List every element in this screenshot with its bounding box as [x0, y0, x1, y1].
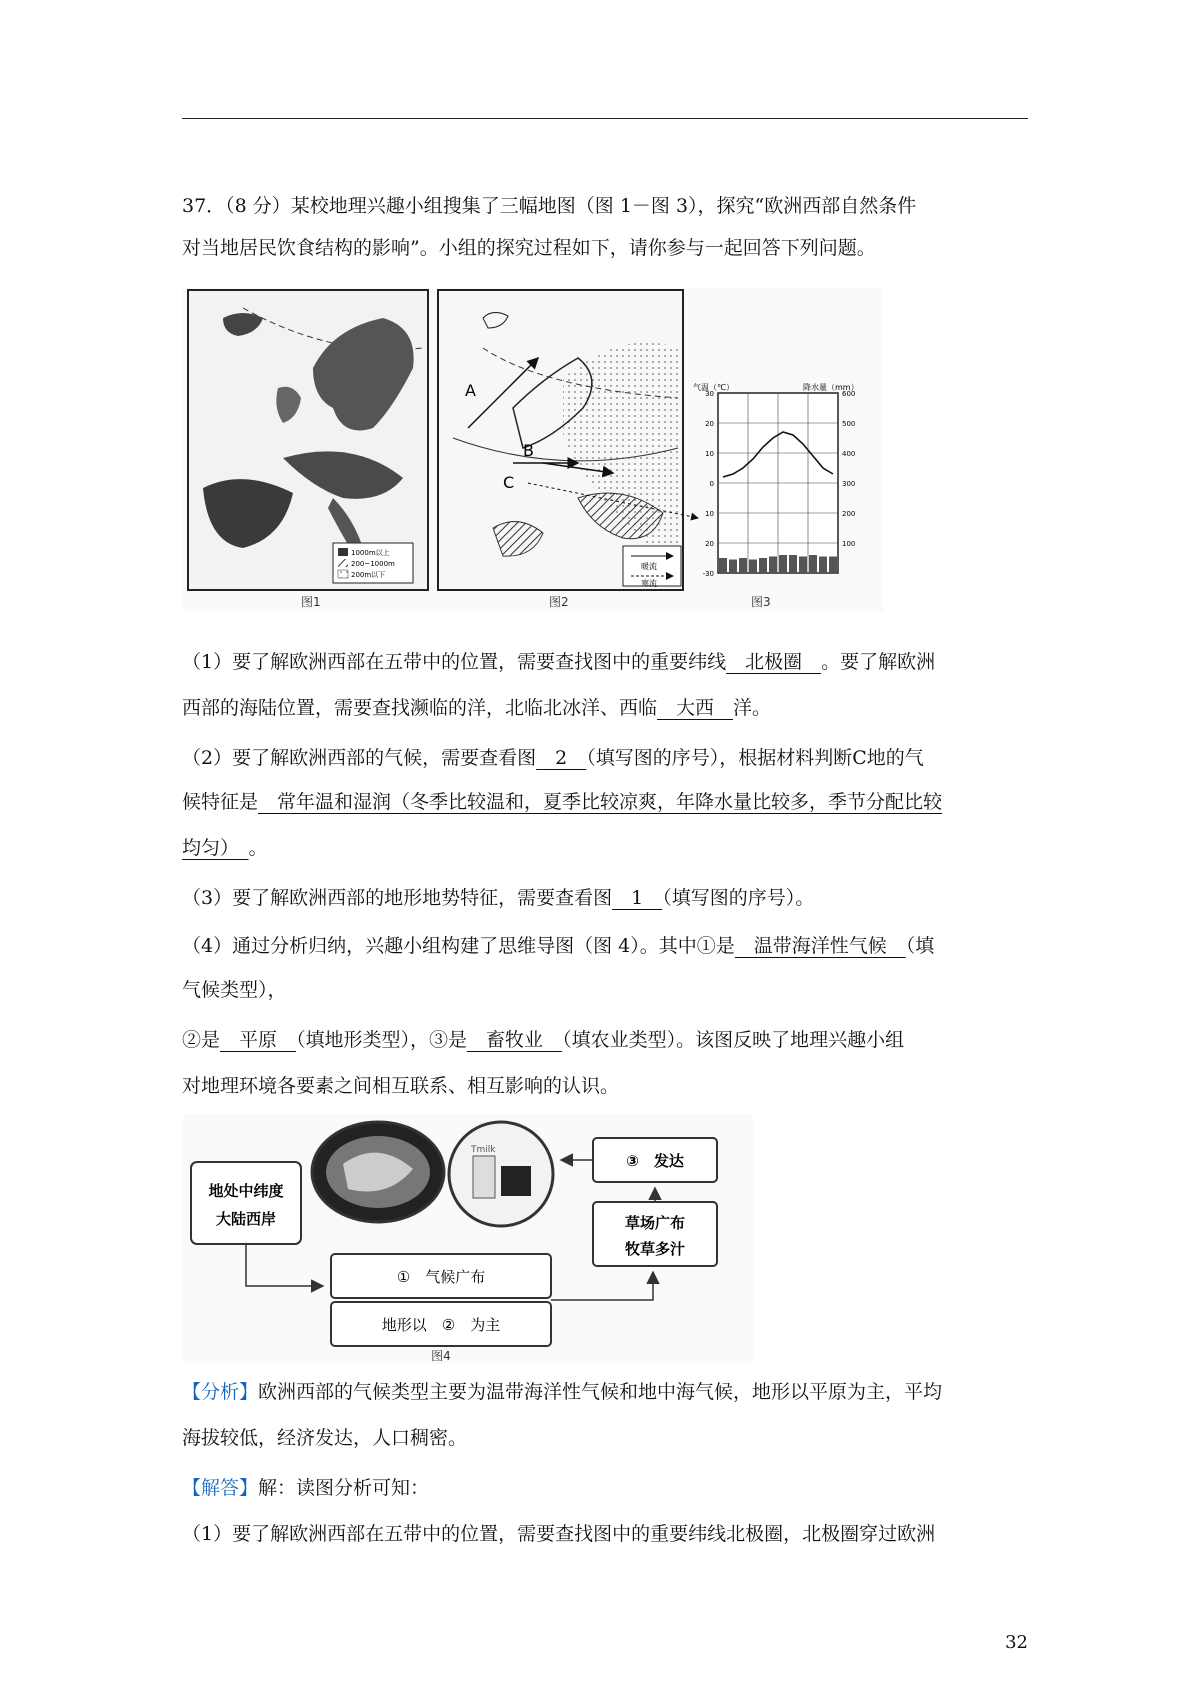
q2-text-2: （填写图的序号），根据材料判断C地的气	[586, 747, 924, 769]
q4-text-6: （填农业类型）。该图反映了地理兴趣小组	[562, 1029, 905, 1051]
figure-maps	[183, 288, 883, 612]
box-terrain-text: 地形以 ② 为主	[381, 1316, 501, 1334]
fig1-legend-2: 200~1000m	[351, 560, 395, 568]
precip-bar	[819, 557, 827, 574]
fig3-right-axis-title: 降水量（mm）	[803, 383, 859, 392]
right-tick-label: 300	[842, 480, 856, 488]
left-tick-label: 30	[705, 390, 714, 398]
left-tick-label: 20	[705, 540, 714, 548]
q2-text: （2）要了解欧洲西部的气候，需要查看图	[182, 747, 537, 769]
fig1-caption: 图1	[301, 595, 321, 609]
solution-tag: 【解答】	[182, 1477, 259, 1499]
right-tick-label: 400	[842, 450, 856, 458]
q4-text: （4）通过分析归纳，兴趣小组构建了思维导图（图 4）。其中①是	[182, 935, 735, 957]
question-stem-line1: 37．（8 分）某校地理兴趣小组搜集了三幅地图（图 1－图 3），探究“欧洲西部自然条件	[182, 195, 917, 217]
q1-line1	[182, 642, 1028, 682]
solution-line2: （1）要了解欧洲西部在五带中的位置，需要查找图中的重要纬线北极圈，北极圈穿过欧洲	[182, 1523, 936, 1545]
q4-line3	[182, 1020, 1028, 1060]
q2-answer-blank1: 2	[536, 747, 587, 769]
figure-maps-svg	[183, 288, 883, 612]
q2-answer-blank2-cont: 均匀）	[182, 837, 249, 859]
fig2-label-c: C	[503, 473, 515, 492]
q4-text-4: ②是	[182, 1029, 221, 1051]
figure1-terrain-map	[188, 290, 428, 609]
precip-bar	[759, 558, 767, 573]
q3-text: （3）要了解欧洲西部的地形地势特征，需要查看图	[182, 887, 613, 909]
solution-line1	[182, 1468, 1028, 1508]
right-tick-label: 200	[842, 510, 856, 518]
fig2-label-a: A	[465, 381, 476, 400]
q3-line1	[182, 878, 1028, 918]
precip-bar	[729, 560, 737, 574]
figure3-climate-chart	[693, 382, 859, 609]
q2-answer-blank2: 常年温和湿润（冬季比较温和，夏季比较凉爽，年降水量比较多，季节分配比较	[258, 791, 943, 813]
q4-answer-blank2: 平原	[220, 1029, 297, 1051]
box-climate-text: ① 气候广布	[396, 1268, 486, 1286]
box-grassland-line1: 草场广布	[624, 1214, 686, 1232]
precip-bar	[719, 558, 727, 573]
q1-text-2: 。要了解欧洲	[821, 651, 936, 673]
precip-bar	[769, 557, 777, 574]
q4-line4: 对地理环境各要素之间相互联系、相互影响的认识。	[182, 1075, 620, 1097]
page-number: 32	[1005, 1632, 1028, 1653]
q4-text-5: （填地形类型），③是	[296, 1029, 468, 1051]
left-tick-label: -30	[702, 570, 714, 578]
fig1-legend-1: 1000m以上	[351, 549, 390, 557]
right-tick-label: 500	[842, 420, 856, 428]
right-tick-label: 100	[842, 540, 856, 548]
q1-text-3: 西部的海陆位置，需要查找濒临的洋，北临北冰洋、西临	[182, 697, 658, 719]
precip-bar	[809, 555, 817, 573]
q1-answer-blank2: 大西	[657, 697, 734, 719]
header-rule	[182, 118, 1028, 119]
q3-text-2: （填写图的序号）。	[662, 887, 815, 909]
question-stem-line2: 对当地居民饮食结构的影响”。小组的探究过程如下，请你参与一起回答下列问题。	[182, 237, 876, 259]
food-label: Tmilk	[471, 1145, 496, 1155]
precip-bar	[749, 560, 757, 574]
q3-answer-blank: 1	[612, 887, 663, 909]
precip-bar	[779, 555, 787, 573]
fig3-caption: 图3	[751, 595, 771, 609]
q1-text-4: 洋。	[733, 697, 772, 719]
precip-bar	[739, 558, 747, 573]
left-tick-label: 10	[705, 510, 714, 518]
left-tick-label: 0	[709, 480, 714, 488]
solution-text: 解：读图分析可知：	[258, 1477, 430, 1499]
precip-bar	[829, 557, 837, 574]
figure2-current-map	[438, 290, 698, 609]
food-photo-dairy	[449, 1122, 553, 1226]
q1-line2	[182, 688, 1028, 728]
box-grassland-line2: 牧草多汁	[624, 1240, 686, 1258]
fig2-legend-warm: 暖流	[641, 562, 657, 571]
q4-answer-blank1: 温带海洋性气候	[734, 935, 906, 957]
q2-line1	[182, 738, 1028, 778]
q4-text-2: （填	[905, 935, 935, 957]
figure4-svg	[183, 1114, 753, 1364]
fig4-caption: 图4	[431, 1349, 451, 1363]
fig2-label-b: B	[523, 441, 534, 460]
analysis-line1	[182, 1372, 1028, 1412]
left-tick-label: 10	[705, 450, 714, 458]
analysis-tag: 【分析】	[182, 1381, 259, 1403]
right-tick-label: 600	[842, 390, 856, 398]
q2-line2	[182, 782, 1028, 822]
q4-line1	[182, 926, 1028, 966]
fig3-left-axis-title: 气温（℃）	[693, 383, 734, 392]
q2-text-4: 。	[248, 837, 268, 859]
q4-answer-blank3: 畜牧业	[467, 1029, 563, 1051]
analysis-line2: 海拔较低，经济发达，人口稠密。	[182, 1427, 468, 1449]
q2-text-3: 候特征是	[182, 791, 259, 813]
box-location	[191, 1162, 301, 1244]
precip-bar	[799, 557, 807, 574]
precip-bar	[789, 555, 797, 573]
left-tick-label: 20	[705, 420, 714, 428]
food-photo-meat	[312, 1122, 444, 1222]
analysis-text: 欧洲西部的气候类型主要为温带海洋性气候和地中海气候，地形以平原为主，平均	[258, 1381, 943, 1403]
fig2-legend-cold: 寒流	[641, 579, 657, 588]
box-location-line1: 地处中纬度	[208, 1182, 284, 1200]
q4-line2: 气候类型），	[182, 979, 287, 1001]
fig2-caption: 图2	[549, 595, 569, 609]
fig1-legend-3: 200m以下	[351, 571, 386, 579]
figure4-mind-map	[183, 1114, 753, 1364]
q1-text: （1）要了解欧洲西部在五带中的位置，需要查找图中的重要纬线	[182, 651, 727, 673]
q1-answer-blank1: 北极圈	[726, 651, 822, 673]
q2-line3	[182, 828, 1028, 868]
box-agriculture-text: ③ 发达	[626, 1152, 684, 1170]
box-location-line2: 大陆西岸	[215, 1210, 277, 1228]
